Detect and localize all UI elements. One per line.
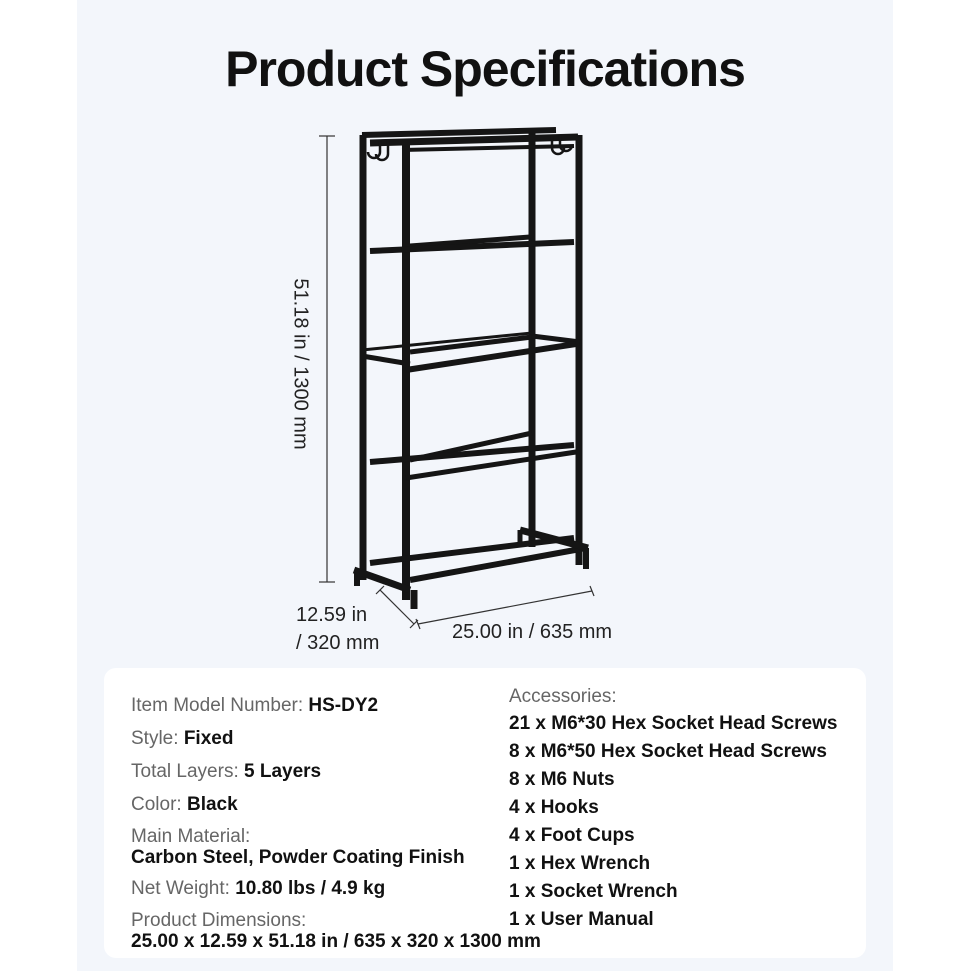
page-title: Product Specifications bbox=[225, 41, 745, 97]
accessories-list bbox=[509, 684, 869, 934]
spec-weight-value: 10.80 lbs / 4.9 kg bbox=[235, 878, 386, 899]
spec-layers bbox=[131, 760, 511, 784]
spec-material-value: Carbon Steel, Powder Coating Finish bbox=[131, 847, 465, 868]
spec-layers-value: 5 Layers bbox=[244, 761, 322, 782]
spec-model-label: Item Model Number: bbox=[131, 695, 304, 716]
spec-weight-label: Net Weight: bbox=[131, 878, 230, 899]
spec-list bbox=[131, 694, 541, 961]
accessory-item: 21 x M6*30 Hex Socket Head Screws bbox=[509, 713, 838, 734]
height-dimension-label: 51.18 in / 1300 mm bbox=[289, 278, 312, 450]
spec-style-label: Style: bbox=[131, 728, 179, 749]
spec-model-value: HS-DY2 bbox=[308, 695, 379, 716]
accessory-item: 1 x Hex Wrench bbox=[509, 853, 651, 874]
accessory-item: 4 x Foot Cups bbox=[509, 825, 635, 846]
spec-dimensions-label: Product Dimensions: bbox=[131, 910, 307, 931]
accessory-item: 8 x M6 Nuts bbox=[509, 769, 615, 790]
spec-weight bbox=[131, 877, 511, 901]
accessories-heading: Accessories: bbox=[509, 686, 617, 707]
width-dimension-label: 25.00 in / 635 mm bbox=[452, 621, 613, 643]
depth-dimension-label: 12.59 in bbox=[296, 604, 368, 626]
accessory-item: 8 x M6*50 Hex Socket Head Screws bbox=[509, 741, 827, 762]
spec-material bbox=[131, 826, 511, 868]
rack bbox=[354, 130, 588, 609]
spec-style bbox=[131, 727, 511, 751]
spec-dimensions bbox=[131, 910, 541, 952]
accessory-item: 1 x Socket Wrench bbox=[509, 881, 678, 902]
accessory-item: 4 x Hooks bbox=[509, 797, 599, 818]
spec-style-value: Fixed bbox=[183, 728, 234, 749]
spec-color-value: Black bbox=[186, 794, 238, 815]
accessory-item: 1 x User Manual bbox=[509, 909, 654, 930]
depth-dimension-metric-label: / 320 mm bbox=[296, 632, 380, 654]
spec-layers-label: Total Layers: bbox=[131, 761, 239, 782]
spec-model bbox=[131, 694, 511, 718]
spec-material-label: Main Material: bbox=[131, 826, 251, 847]
spec-color-label: Color: bbox=[131, 794, 182, 815]
spec-dimensions-value: 25.00 x 12.59 x 51.18 in / 635 x 320 x 1300 mm bbox=[131, 931, 541, 952]
spec-color bbox=[131, 793, 511, 817]
